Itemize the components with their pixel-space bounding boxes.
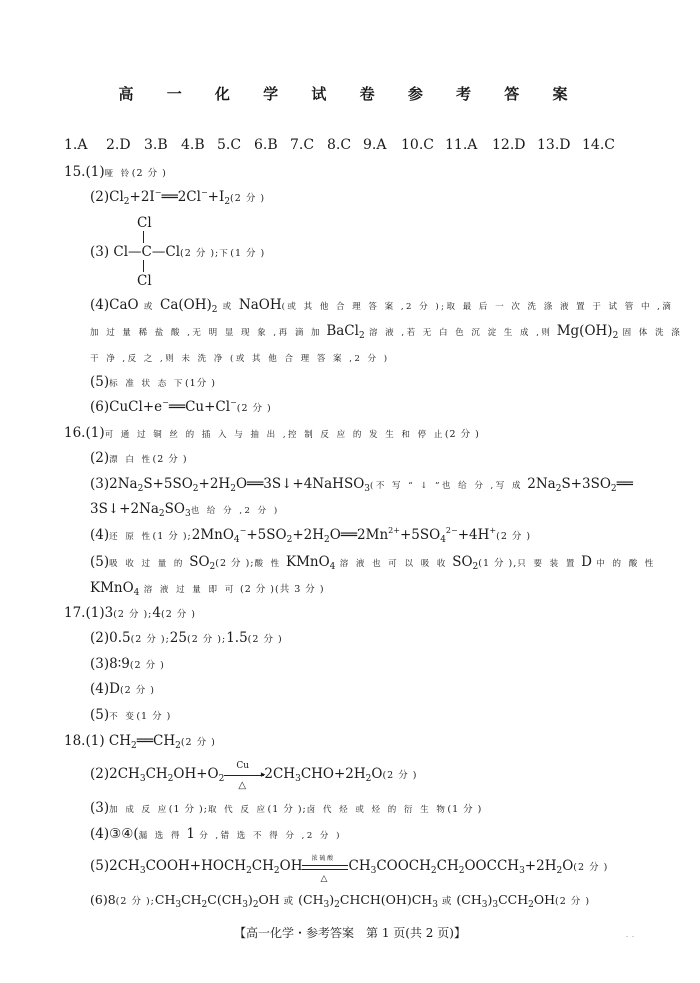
mc-answer: 4.B <box>181 137 205 153</box>
q17-part5: (5)不 变(1 分 ) <box>90 707 172 723</box>
mc-answer: 6.B <box>254 137 278 153</box>
q16-part5-line1: (5)吸 收 过 量 的 $SO_2(2$ 分 );酸 性 KMnO$_4$ 溶 液 也 可 以 吸 收 $SO_2(1$ 分 ),只 要 装 置 D 中 的 酸 性 <box>90 554 656 572</box>
mc-answer: 5.C <box>217 137 242 153</box>
q16-part3-line1: $(3)2Na_2S+5SO_2+2H_2O══3S↓+4NaHSO_3$(不 写 “ ↓ ”也 给 分 ,写 成 $2Na_2S+3SO_2══$ <box>90 476 633 494</box>
q18-part3: (3)加 成 反 应(1 分 );取 代 反 应(1 分 );卤 代 烃 或 烃 的 衍 生 物(1 分 ) <box>90 800 483 816</box>
q15-part4-line1: (4)CaO 或 $Ca(OH)_2$ 或 NaOH(或 其 他 合 理 答 案 ,2 分 );取 最 后 一 次 洗 涤 液 置 于 试 管 中 ,滴 <box>90 297 674 315</box>
q18-part4: (4)③④(漏 选 得 1 分 ,错 选 不 得 分 ,2 分 ) <box>90 826 342 842</box>
q15-part2: $(2)Cl_2+2I^-══2Cl^-+I_2(2$ 分 ) <box>90 188 266 207</box>
mc-answer: 3.B <box>144 137 168 153</box>
q16-part2: (2)漂 白 性(2 分 ) <box>90 450 188 466</box>
reaction-arrow: Cu ▸ △ <box>224 766 264 784</box>
q15-part4-line3: 干 净 ,反 之 ,则 未 洗 净 (或 其 他 合 理 答 案 ,2 分 ) <box>90 354 390 364</box>
bond-line-bottom <box>143 260 144 272</box>
mc-answer: 12.D <box>492 137 526 153</box>
q15-part5: (5)标 准 状 态 下(1分 ) <box>90 374 216 390</box>
q16-part4: (4)还 原 性(1 分 )$;2MnO_4^-+5SO_2+2H_2O══2Mn^{2+}+5SO_4^{2-}+4H^+(2$ 分 ) <box>90 526 532 545</box>
mc-answer: 10.C <box>401 137 434 153</box>
q15-part3-cl-bottom: Cl <box>137 273 152 289</box>
mc-answer: 14.C <box>582 137 615 153</box>
mc-answer: 1.A <box>64 137 88 153</box>
mc-answer: 13.D <box>537 137 571 153</box>
mc-answer: 8.C <box>327 137 352 153</box>
mc-answer: 11.A <box>445 137 478 153</box>
reversible-arrow: 浓 硫 酸 △ <box>302 858 348 876</box>
q18-part1: 18.(1) $CH_2══CH_2(2$ 分 ) <box>64 733 216 751</box>
bond-line-top <box>143 231 144 243</box>
q17-part2: (2)0.5(2 分 );25(2 分 );1.5(2 分 ) <box>90 630 283 646</box>
q17-part4: (4)D(2 分 ) <box>90 681 155 697</box>
q16-part1: 16.(1)可 通 过 铜 丝 的 插 入 与 抽 出 ,控 制 反 应 的 发 生 和 停 止(2 分 ) <box>64 425 480 441</box>
q15-part4-line2: 加 过 量 稀 盐 酸 ,无 明 显 现 象 ,再 滴 加 BaCl$_2$ 溶 液 ,若 无 白 色 沉 淀 生 成 ,则 $Mg(OH)_2$ 固 体 洗 涤 <box>90 323 683 341</box>
mc-answer: 2.D <box>106 137 131 153</box>
mc-answer: 7.C <box>290 137 315 153</box>
q18-part5: $(5)2CH_3COOH+HOCH_2CH_2OH$ 浓 硫 酸 △ $CH_3COOCH_2CH_2OOCCH_3+2H_2O(2$ 分 ) <box>90 854 609 884</box>
q15-part6: (6)CuCl+e−══Cu+Cl−(2 分 ) <box>90 398 272 415</box>
page-footer: 【高一化学・参考答案 第 1 页(共 2 页)】 <box>234 926 466 940</box>
q18-part6: (6)8(2 分 )$;CH_3CH_2C(CH_3)_2OH$ 或 $(CH_3)_2CHCH(OH)CH_3$ 或 $(CH_3)_3CCH_2OH(2$ 分 ) <box>90 892 591 910</box>
q16-part5-line2: KMnO$_4$ 溶 液 过 量 即 可 (2 分 )(共 3 分 ) <box>90 580 325 598</box>
corner-mark: ・・ <box>624 934 637 941</box>
q17-part3: (3)8∶9(2 分 ) <box>90 656 165 672</box>
q15-part1: 15.(1)哑 铃(2 分 ) <box>64 164 167 180</box>
page-title: 高 一 化 学 试 卷 参 考 答 案 <box>118 85 582 103</box>
q16-part3-line2: $3S↓+2Na_2SO_3$也 给 分 ,2 分 ) <box>90 501 280 519</box>
q17-part1: 17.(1)3(2 分 );4(2 分 ) <box>64 605 196 621</box>
mc-answer: 9.A <box>363 137 387 153</box>
q15-part3-cl-top: Cl <box>137 215 152 231</box>
q18-part2: $(2)2CH_3CH_2OH+O_2$ Cu ▸ △ $2CH_3CHO+2H_2O(2$ 分 ) <box>90 760 418 791</box>
q15-part3: (3) Cl—C—Cl(2 分 );下(1 分 ) <box>90 244 266 260</box>
